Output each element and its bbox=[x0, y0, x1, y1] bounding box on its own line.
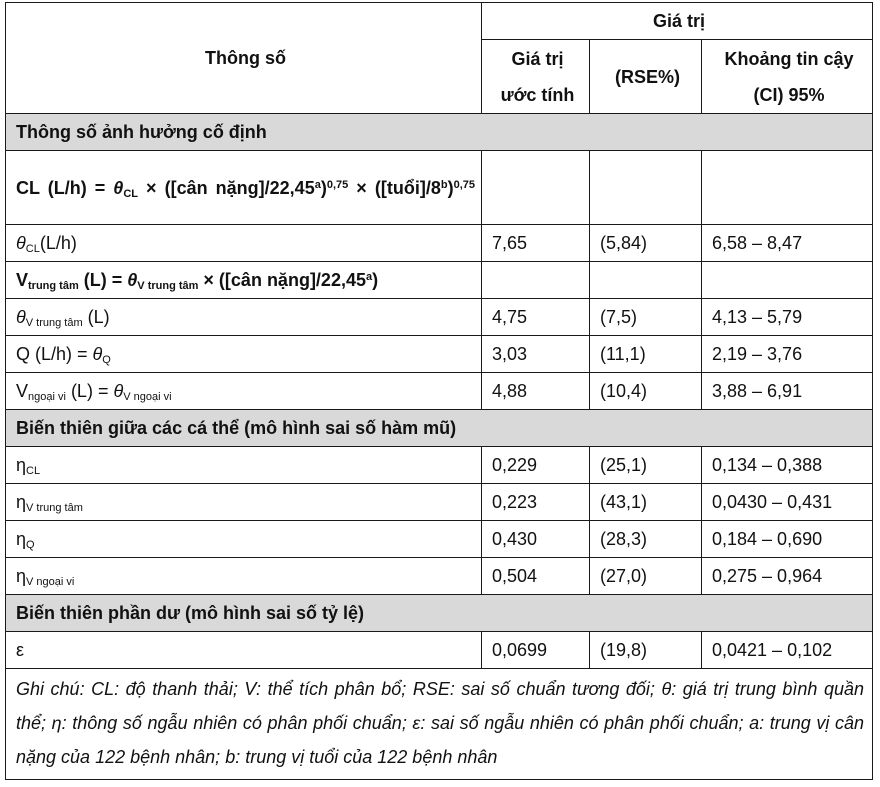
param-cell: $\eta_{V ngoại vi}$ bbox=[6, 558, 482, 595]
estimate-cell: 0,430 bbox=[482, 521, 590, 558]
ci-cell: 6,58 – 8,47 bbox=[702, 225, 873, 262]
header-param: Thông số bbox=[6, 3, 482, 114]
param-cell: Q $(L/h) = \theta_Q$ bbox=[6, 336, 482, 373]
rse-cell: (43,1) bbox=[590, 484, 702, 521]
table-row-theta-v bbox=[6, 299, 873, 336]
header-row-1 bbox=[6, 3, 873, 40]
ci-cell: 3,88 – 6,91 bbox=[702, 373, 873, 410]
rse-cell: (11,1) bbox=[590, 336, 702, 373]
estimate-cell: 0,229 bbox=[482, 447, 590, 484]
header-value-group: Giá trị bbox=[482, 3, 873, 40]
param-cell: $\eta_Q$ bbox=[6, 521, 482, 558]
ci-cell: 0,184 – 0,690 bbox=[702, 521, 873, 558]
param-cell: $\theta_{V trung tâm}$ (L) bbox=[6, 299, 482, 336]
table-row-eta-q bbox=[6, 521, 873, 558]
section-fixed bbox=[6, 114, 873, 151]
estimate-cell: 4,75 bbox=[482, 299, 590, 336]
ci-cell: 0,0421 – 0,102 bbox=[702, 632, 873, 669]
header-rse: (RSE%) bbox=[590, 40, 702, 114]
table-row-epsilon bbox=[6, 632, 873, 669]
estimate-cell: 0,0699 bbox=[482, 632, 590, 669]
table-row-v-ngoai-vi bbox=[6, 373, 873, 410]
table-row-cl-formula bbox=[6, 151, 873, 225]
table-row-eta-vn bbox=[6, 558, 873, 595]
rse-cell: (28,3) bbox=[590, 521, 702, 558]
table-row-v-formula bbox=[6, 262, 873, 299]
ci-cell: 0,275 – 0,964 bbox=[702, 558, 873, 595]
section-interindividual bbox=[6, 410, 873, 447]
rse-cell: (7,5) bbox=[590, 299, 702, 336]
table-row-eta-v bbox=[6, 484, 873, 521]
section-residual bbox=[6, 595, 873, 632]
rse-cell: (5,84) bbox=[590, 225, 702, 262]
section-interindividual-label: Biến thiên giữa các cá thể (mô hình sai số hàm mũ) bbox=[6, 410, 873, 447]
ci-cell: 4,13 – 5,79 bbox=[702, 299, 873, 336]
rse-cell: (27,0) bbox=[590, 558, 702, 595]
header-estimate: Giá trị ước tính bbox=[482, 40, 590, 114]
table-note-row bbox=[6, 669, 873, 780]
estimate-cell: 0,504 bbox=[482, 558, 590, 595]
param-cell: $V_{ngoại vi}$ $(L) = \theta_{V ngoại vi}$ bbox=[6, 373, 482, 410]
estimate-cell: 7,65 bbox=[482, 225, 590, 262]
parameter-table bbox=[5, 2, 873, 780]
param-cell: ε bbox=[6, 632, 482, 669]
rse-cell: (25,1) bbox=[590, 447, 702, 484]
header-ci: Khoảng tin cậy (CI) 95% bbox=[702, 40, 873, 114]
table-row-q bbox=[6, 336, 873, 373]
param-cell: $\eta_{CL}$ bbox=[6, 447, 482, 484]
ci-cell: 0,0430 – 0,431 bbox=[702, 484, 873, 521]
estimate-cell: 4,88 bbox=[482, 373, 590, 410]
ci-cell: 2,19 – 3,76 bbox=[702, 336, 873, 373]
param-cell: $\eta_{V trung tâm}$ bbox=[6, 484, 482, 521]
table-note: Ghi chú: CL: độ thanh thải; V: thể tích phân bổ; RSE: sai số chuẩn tương đối; θ: giá trị trung bình quần thể; η: thông số ngẫu nhiên có phân phối chuẩn; ε: sai số ngẫu nhiên có phân phối chuẩn; a: trung vị cân nặng của 122 bệnh nhân; b: trung vị tuổi của 122 bệnh nhân bbox=[6, 669, 873, 780]
rse-cell: (19,8) bbox=[590, 632, 702, 669]
table-row-theta-cl bbox=[6, 225, 873, 262]
estimate-cell: 3,03 bbox=[482, 336, 590, 373]
rse-cell: (10,4) bbox=[590, 373, 702, 410]
ci-cell: 0,134 – 0,388 bbox=[702, 447, 873, 484]
section-residual-label: Biến thiên phần dư (mô hình sai số tỷ lệ) bbox=[6, 595, 873, 632]
section-fixed-label: Thông số ảnh hưởng cố định bbox=[6, 114, 873, 151]
param-cell: $\theta_{CL}(L/h)$ bbox=[6, 225, 482, 262]
estimate-cell: 0,223 bbox=[482, 484, 590, 521]
v-formula: $V_{trung tâm}$ $(L) = \theta_{V trung tâm}$ × ([cân nặng]/22,45$^a$) bbox=[6, 262, 482, 299]
cl-formula: CL $(L/h) = \theta_{CL}$ × ([cân nặng]/22,45$^a$)$^{0,75}$ × $([tuổi]/8^b)^{0,75}$ bbox=[6, 151, 482, 225]
table-row-eta-cl bbox=[6, 447, 873, 484]
